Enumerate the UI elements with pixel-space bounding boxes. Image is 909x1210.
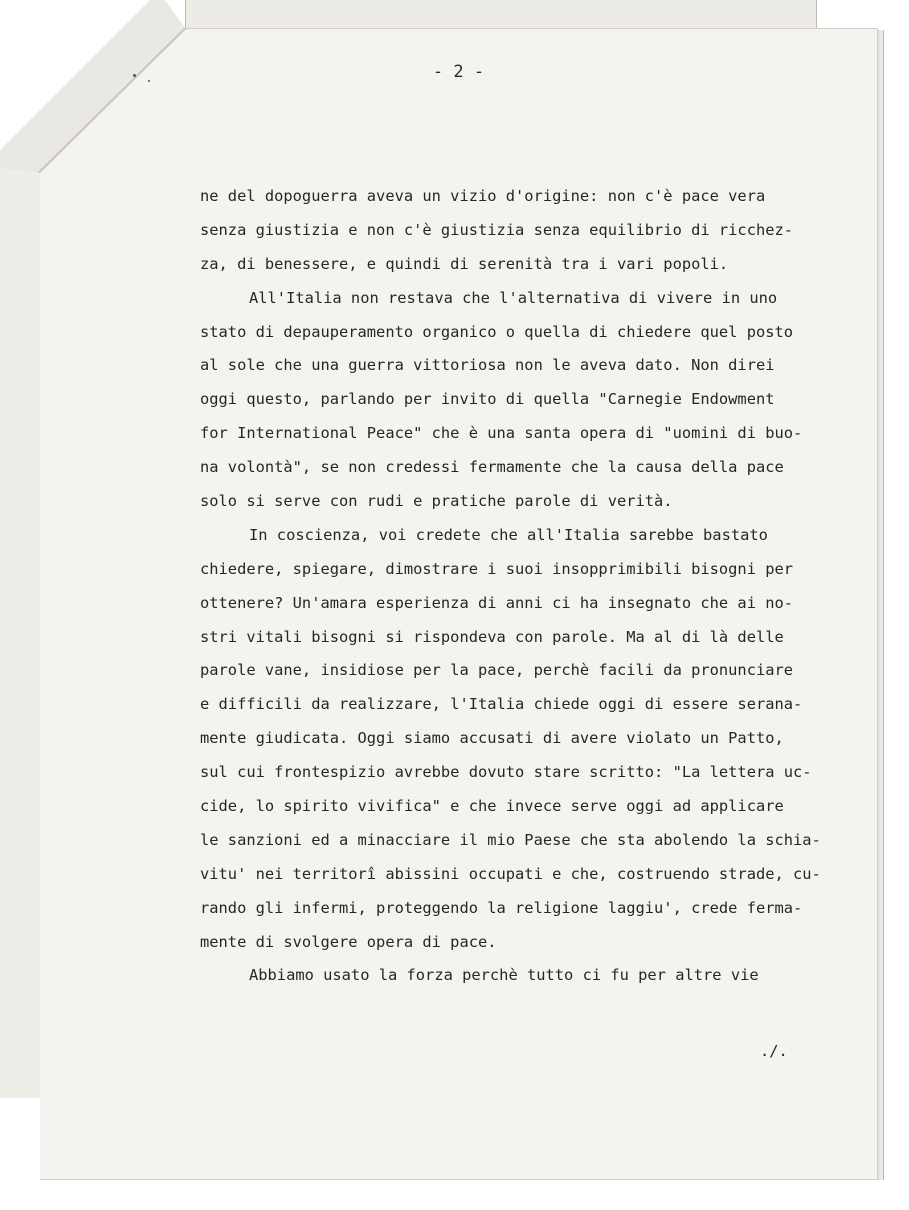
text-line: sul cui frontespizio avrebbe dovuto stare scritto: "La lettera uc- — [200, 763, 812, 782]
text-line: al sole che una guerra vittoriosa non le aveva dato. Non direi — [200, 356, 775, 375]
body-text — [200, 180, 850, 993]
text-line: for International Peace" che è una santa opera di "uomini di buo- — [200, 424, 803, 443]
page-number: - 2 - — [432, 62, 485, 82]
text-line: oggi questo, parlando per invito di quella "Carnegie Endowment — [200, 390, 775, 409]
underlying-sheet-top — [185, 0, 817, 28]
text-line: solo si serve con rudi e pratiche parole di verità. — [200, 492, 673, 511]
text-line: ne del dopoguerra aveva un vizio d'origine: non c'è pace vera — [200, 187, 766, 205]
text-line: le sanzioni ed a minacciare il mio Paese che sta abolendo la schia- — [200, 830, 821, 849]
continuation-mark: ./. — [760, 1042, 788, 1060]
text-line: cide, lo spirito vivifica" e che invece serve oggi ad applicare — [200, 797, 784, 816]
text-line: mente giudicata. Oggi siamo accusati di avere violato un Patto, — [200, 729, 784, 748]
text-line: chiedere, spiegare, dimostrare i suoi insopprimibili bisogni per — [200, 559, 794, 578]
text-line: In coscienza, voi credete che all'Italia sarebbe bastato — [249, 525, 768, 544]
text-line: vitu' nei territorî abissini occupati e che, costruendo strade, cu- — [200, 864, 821, 883]
text-line: Abbiamo usato la forza perchè tutto ci fu per altre vie — [249, 966, 759, 985]
text-line: senza giustizia e non c'è giustizia senza equilibrio di ricchez- — [200, 220, 794, 239]
text-line: mente di svolgere opera di pace. — [200, 932, 497, 951]
text-line: stri vitali bisogni si rispondeva con parole. Ma al di là delle — [200, 627, 784, 646]
text-line: rando gli infermi, proteggendo la religione laggiu', crede ferma- — [200, 898, 803, 917]
text-line: parole vane, insidiose per la pace, perchè facili da pronunciare — [200, 661, 794, 680]
text-line: za, di benessere, e quindi di serenità tra i vari popoli. — [200, 254, 729, 273]
text-line: stato di depauperamento organico o quella di chiedere quel posto — [200, 322, 794, 341]
text-line: All'Italia non restava che l'alternativa di vivere in uno — [249, 288, 778, 307]
text-line: na volontà", se non credessi fermamente che la causa della pace — [200, 458, 784, 477]
text-line: ottenere? Un'amara esperienza di anni ci ha insegnato che ai no- — [200, 593, 794, 612]
text-line: e difficili da realizzare, l'Italia chiede oggi di essere serana- — [200, 695, 803, 714]
